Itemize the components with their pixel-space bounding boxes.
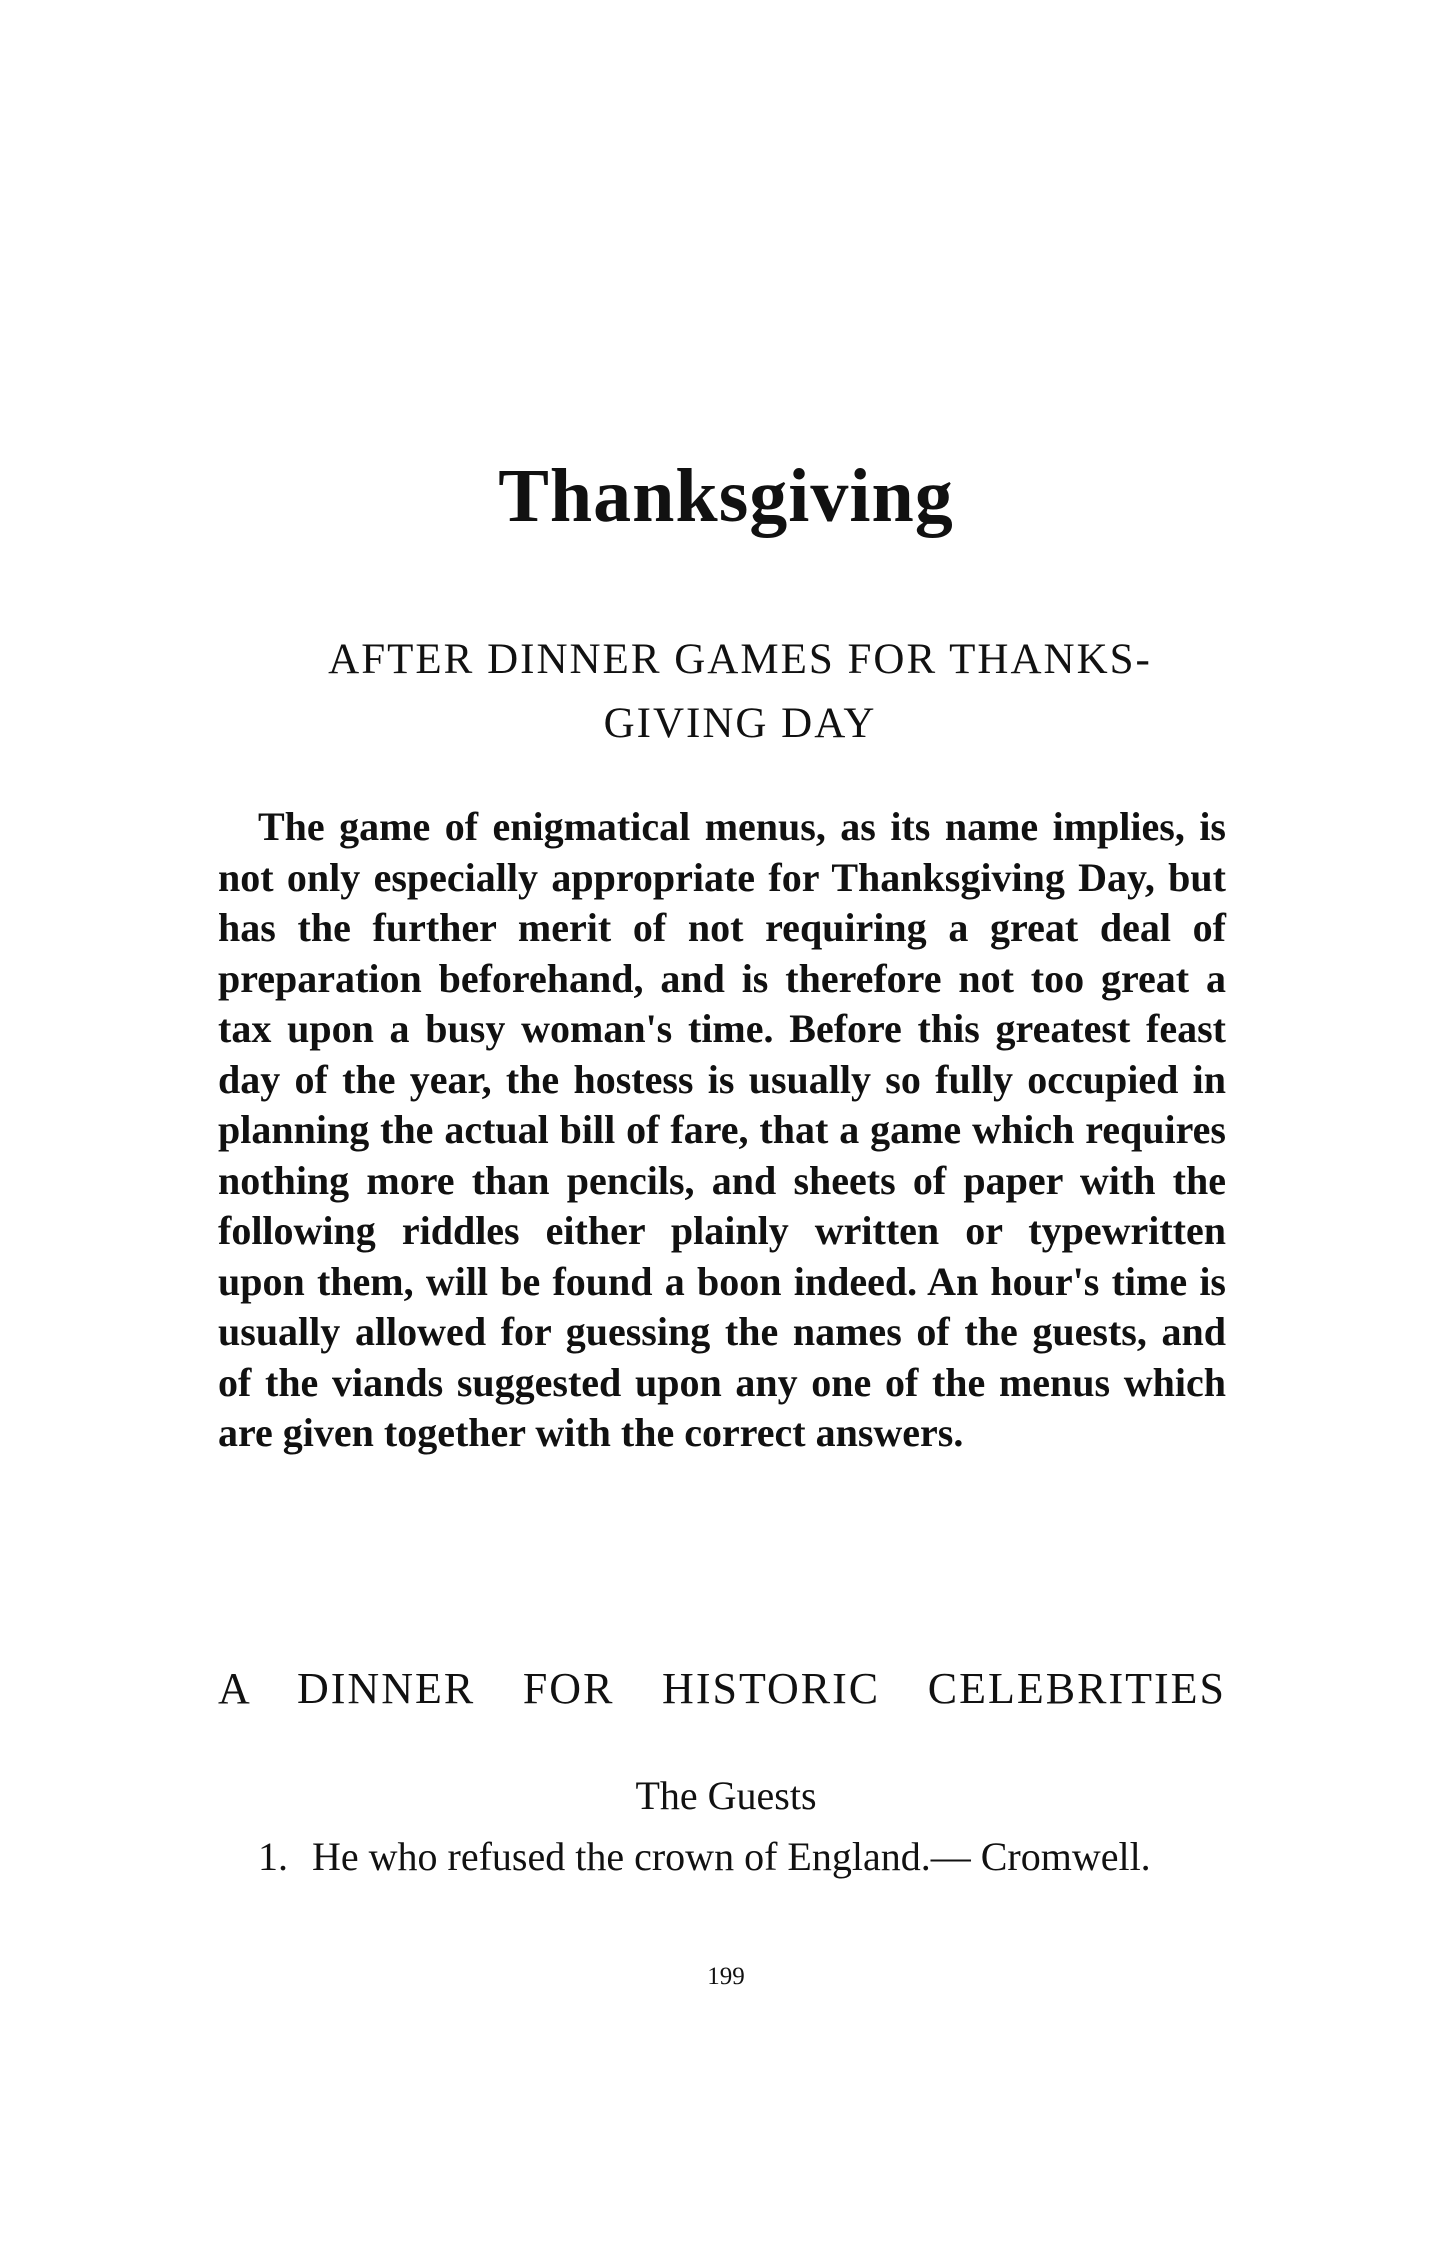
intro-paragraph: The game of enigmatical menus, as its name implies, is not only especially appropriate for Thanksgiving Day, but has the further merit of not requiring a great deal of preparation beforehand, and is therefore not too great a tax upon a busy woman's time. Before this greatest feast day of the year, the hostess is usually so fully occupied in planning the actual bill of fare, that a game which requires nothing more than pencils, and sheets of paper with the following riddles either plainly written or typewritten upon them, will be found a boon indeed. An hour's time is usually allowed for guessing the names of the guests, and of the viands suggested upon any one of the menus which are given together with the correct answers.: [218, 804, 1226, 1455]
section-heading-line-2: GIVING DAY: [603, 700, 877, 747]
guest-clue: He who refused the crown of England.—: [312, 1834, 971, 1879]
guest-answer: Cromwell.: [980, 1834, 1151, 1879]
section-heading-line-1: AFTER DINNER GAMES FOR THANKS-: [328, 636, 1152, 683]
dinner-subheading: A DINNER FOR HISTORIC CELEBRITIES: [218, 1664, 1226, 1713]
section-heading: [250, 628, 1230, 756]
page-number: 199: [707, 1963, 745, 1990]
chapter-title: Thanksgiving: [498, 454, 954, 538]
guest-number: 1.: [258, 1834, 288, 1879]
guest-item: [218, 1830, 1226, 1884]
guests-label: The Guests: [635, 1773, 817, 1818]
